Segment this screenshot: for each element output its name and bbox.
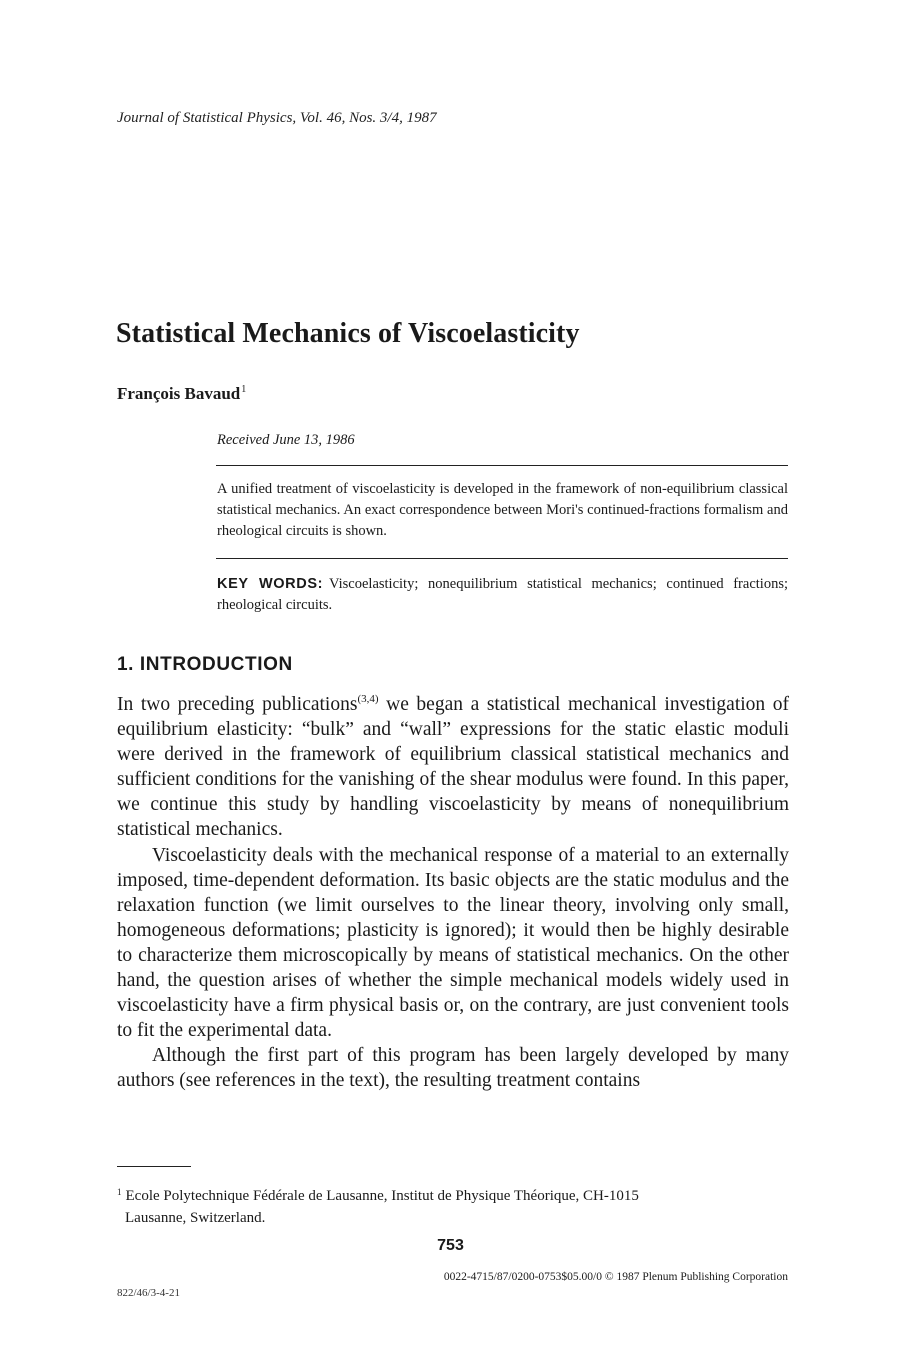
citation-ref: (3,4): [357, 693, 379, 705]
body-text: [117, 692, 789, 1094]
document-code: 822/46/3-4-21: [117, 1287, 180, 1299]
section-heading: 1. INTRODUCTION: [117, 654, 293, 675]
paragraph-1-start: In two preceding publications: [117, 694, 358, 715]
abstract-top-rule: [216, 465, 788, 466]
footnote-affiliation: Ecole Polytechnique Fédérale de Lausanne, Institut de Physique Théorique, CH-1015: [125, 1188, 639, 1204]
keywords-label: KEY WORDS:: [217, 576, 324, 592]
footnote: [117, 1181, 789, 1229]
author-name: François Bavaud: [117, 384, 241, 403]
abstract: A unified treatment of viscoelasticity is developed in the framework of non-equilibrium classical statistical mechanics. An exact correspondence between Mori's continued-fractions formalism and rheological circuits is shown.: [217, 481, 788, 539]
copyright-line: 0022-4715/87/0200-0753$05.00/0 © 1987 Plenum Publishing Corporation: [443, 1271, 788, 1283]
author-line: [117, 384, 246, 404]
keywords-text: Viscoelasticity; nonequilibrium statistical mechanics; continued fractions; rheological circuits.: [217, 576, 788, 613]
received-date: Received June 13, 1986: [217, 432, 355, 448]
abstract-bottom-rule: [216, 558, 788, 559]
paragraph-1-rest: we began a statistical mechanical investigation of equilibrium elasticity: “bulk” and “wall” expressions for the static elastic moduli were derived in the framework of equilibrium classical statistical mechanics and sufficient conditions for the vanishing of the shear modulus were found. In this paper, we continue this study by handling viscoelasticity by means of nonequilibrium statistical mechanics.: [117, 694, 789, 841]
footnote-line-2: Lausanne, Switzerland.: [125, 1210, 266, 1226]
footnote-rule: [117, 1166, 191, 1167]
paper-title: Statistical Mechanics of Viscoelasticity: [116, 318, 580, 349]
paragraph-2: Viscoelasticity deals with the mechanical response of a material to an externally imposed, time-dependent deformation. Its basic objects are the static modulus and the relaxation function (we limit ourselves to the linear theory, involving only small, homogeneous deformations; plasticity is ignored); it would then be highly desirable to characterize them microscopically by means of statistical mechanics. On the other hand, the question arises of whether the simple mechanical models widely used in viscoelasticity have a firm physical basis or, on the contrary, are just convenient tools to fit the experimental data.: [117, 844, 789, 1042]
journal-citation: Journal of Statistical Physics, Vol. 46, Nos. 3/4, 1987: [117, 110, 437, 126]
paragraph-3: Although the first part of this program has been largely developed by many authors (see references in the text), the resulting treatment contains: [117, 1045, 789, 1092]
author-footnote-mark: 1: [241, 384, 247, 395]
footnote-line-1: [117, 1181, 789, 1207]
footnote-mark: 1: [117, 1187, 122, 1197]
keywords: [217, 574, 788, 616]
paragraph-1: [117, 692, 789, 843]
page-number: 753: [437, 1237, 464, 1254]
